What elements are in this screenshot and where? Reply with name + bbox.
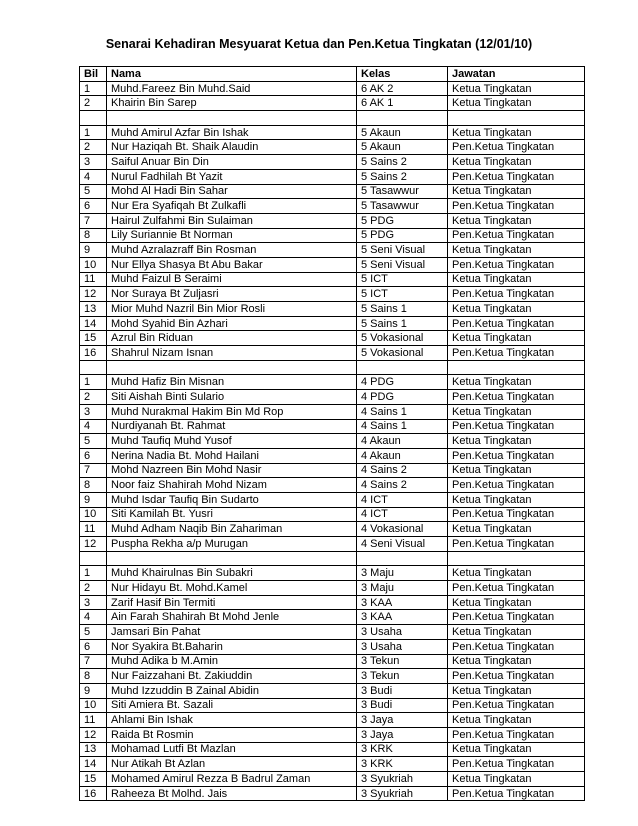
cell-kelas: 5 ICT <box>357 272 448 287</box>
cell-nama: Nur Faizzahani Bt. Zakiuddin <box>107 669 357 684</box>
cell-bil: 9 <box>80 243 107 258</box>
table-row <box>80 669 585 684</box>
empty-cell <box>357 551 448 566</box>
cell-nama: Mohamed Amirul Rezza B Badrul Zaman <box>107 772 357 787</box>
cell-kelas: 3 Budi <box>357 683 448 698</box>
cell-nama: Mohd Syahid Bin Azhari <box>107 316 357 331</box>
table-row <box>80 419 585 434</box>
cell-bil: 2 <box>80 390 107 405</box>
cell-nama: Siti Amiera Bt. Sazali <box>107 698 357 713</box>
cell-bil: 10 <box>80 507 107 522</box>
cell-bil: 11 <box>80 713 107 728</box>
cell-nama: Siti Aishah Binti Sulario <box>107 390 357 405</box>
cell-kelas: 4 Akaun <box>357 434 448 449</box>
cell-nama: Muhd Adika b M.Amin <box>107 654 357 669</box>
cell-bil: 6 <box>80 448 107 463</box>
cell-kelas: 4 Akaun <box>357 448 448 463</box>
table-row <box>80 654 585 669</box>
cell-jawatan: Ketua Tingkatan <box>448 125 585 140</box>
cell-bil: 11 <box>80 522 107 537</box>
table-row <box>80 507 585 522</box>
cell-kelas: 5 Sains 2 <box>357 169 448 184</box>
cell-nama: Nur Ellya Shasya Bt Abu Bakar <box>107 257 357 272</box>
cell-nama: Muhd Isdar Taufiq Bin Sudarto <box>107 492 357 507</box>
cell-jawatan: Pen.Ketua Tingkatan <box>448 316 585 331</box>
cell-nama: Shahrul Nizam Isnan <box>107 346 357 361</box>
cell-nama: Nor Syakira Bt.Baharin <box>107 639 357 654</box>
cell-nama: Muhd Izzuddin B Zainal Abidin <box>107 683 357 698</box>
cell-bil: 9 <box>80 683 107 698</box>
cell-jawatan: Ketua Tingkatan <box>448 96 585 111</box>
table-row <box>80 346 585 361</box>
cell-kelas: 3 Maju <box>357 566 448 581</box>
cell-nama: Raida Bt Rosmin <box>107 727 357 742</box>
empty-cell <box>448 551 585 566</box>
section-spacer-row <box>80 360 585 375</box>
cell-nama: Muhd.Fareez Bin Muhd.Said <box>107 81 357 96</box>
cell-nama: Hairul Zulfahmi Bin Sulaiman <box>107 213 357 228</box>
table-row <box>80 140 585 155</box>
cell-jawatan: Pen.Ketua Tingkatan <box>448 390 585 405</box>
table-row <box>80 463 585 478</box>
cell-kelas: 5 Akaun <box>357 140 448 155</box>
cell-bil: 14 <box>80 316 107 331</box>
table-row <box>80 316 585 331</box>
table-row <box>80 683 585 698</box>
table-row <box>80 287 585 302</box>
table-row <box>80 772 585 787</box>
empty-cell <box>448 111 585 126</box>
table-row <box>80 581 585 596</box>
table-row <box>80 404 585 419</box>
cell-nama: Puspha Rekha a/p Murugan <box>107 537 357 552</box>
cell-kelas: 3 Tekun <box>357 654 448 669</box>
cell-jawatan: Pen.Ketua Tingkatan <box>448 537 585 552</box>
empty-cell <box>80 111 107 126</box>
table-row <box>80 272 585 287</box>
cell-kelas: 3 Syukriah <box>357 786 448 801</box>
cell-kelas: 4 PDG <box>357 375 448 390</box>
cell-jawatan: Ketua Tingkatan <box>448 213 585 228</box>
cell-kelas: 5 Seni Visual <box>357 257 448 272</box>
cell-kelas: 3 Syukriah <box>357 772 448 787</box>
cell-bil: 15 <box>80 772 107 787</box>
section-spacer-row <box>80 551 585 566</box>
table-row <box>80 742 585 757</box>
cell-kelas: 4 Sains 1 <box>357 419 448 434</box>
cell-kelas: 5 Sains 2 <box>357 155 448 170</box>
table-row <box>80 786 585 801</box>
cell-bil: 1 <box>80 566 107 581</box>
cell-jawatan: Pen.Ketua Tingkatan <box>448 140 585 155</box>
cell-kelas: 5 Akaun <box>357 125 448 140</box>
cell-jawatan: Pen.Ketua Tingkatan <box>448 287 585 302</box>
table-header-row <box>80 67 585 82</box>
cell-kelas: 3 Budi <box>357 698 448 713</box>
cell-bil: 4 <box>80 169 107 184</box>
cell-kelas: 4 ICT <box>357 507 448 522</box>
table-row <box>80 96 585 111</box>
cell-jawatan: Ketua Tingkatan <box>448 522 585 537</box>
cell-nama: Jamsari Bin Pahat <box>107 625 357 640</box>
cell-bil: 15 <box>80 331 107 346</box>
cell-jawatan: Pen.Ketua Tingkatan <box>448 199 585 214</box>
cell-jawatan: Pen.Ketua Tingkatan <box>448 757 585 772</box>
cell-kelas: 3 Jaya <box>357 713 448 728</box>
cell-bil: 3 <box>80 155 107 170</box>
table-row <box>80 522 585 537</box>
table-row <box>80 492 585 507</box>
cell-jawatan: Pen.Ketua Tingkatan <box>448 669 585 684</box>
cell-bil: 5 <box>80 184 107 199</box>
table-row <box>80 199 585 214</box>
cell-bil: 2 <box>80 581 107 596</box>
cell-jawatan: Pen.Ketua Tingkatan <box>448 169 585 184</box>
cell-jawatan: Ketua Tingkatan <box>448 772 585 787</box>
table-row <box>80 81 585 96</box>
cell-bil: 6 <box>80 639 107 654</box>
cell-kelas: 3 Usaha <box>357 639 448 654</box>
empty-cell <box>107 551 357 566</box>
cell-jawatan: Pen.Ketua Tingkatan <box>448 581 585 596</box>
table-row <box>80 537 585 552</box>
cell-kelas: 6 AK 2 <box>357 81 448 96</box>
cell-jawatan: Ketua Tingkatan <box>448 463 585 478</box>
table-row <box>80 390 585 405</box>
cell-jawatan: Ketua Tingkatan <box>448 742 585 757</box>
table-row <box>80 331 585 346</box>
cell-kelas: 5 Tasawwur <box>357 184 448 199</box>
cell-nama: Nur Atikah Bt Azlan <box>107 757 357 772</box>
cell-nama: Nurul Fadhilah Bt Yazit <box>107 169 357 184</box>
table-row <box>80 727 585 742</box>
cell-kelas: 5 PDG <box>357 213 448 228</box>
cell-kelas: 4 Sains 2 <box>357 463 448 478</box>
cell-jawatan: Pen.Ketua Tingkatan <box>448 419 585 434</box>
cell-bil: 16 <box>80 346 107 361</box>
cell-jawatan: Pen.Ketua Tingkatan <box>448 257 585 272</box>
cell-jawatan: Ketua Tingkatan <box>448 331 585 346</box>
cell-nama: Muhd Faizul B Seraimi <box>107 272 357 287</box>
empty-cell <box>107 111 357 126</box>
cell-bil: 4 <box>80 419 107 434</box>
cell-bil: 10 <box>80 698 107 713</box>
empty-cell <box>448 360 585 375</box>
cell-nama: Nurdiyanah Bt. Rahmat <box>107 419 357 434</box>
cell-jawatan: Ketua Tingkatan <box>448 434 585 449</box>
table-row <box>80 757 585 772</box>
cell-jawatan: Ketua Tingkatan <box>448 155 585 170</box>
cell-kelas: 5 Sains 1 <box>357 302 448 317</box>
cell-jawatan: Ketua Tingkatan <box>448 243 585 258</box>
cell-kelas: 4 PDG <box>357 390 448 405</box>
attendance-table <box>79 66 585 801</box>
cell-bil: 6 <box>80 199 107 214</box>
cell-kelas: 4 Seni Visual <box>357 537 448 552</box>
cell-nama: Muhd Adham Naqib Bin Zahariman <box>107 522 357 537</box>
cell-kelas: 6 AK 1 <box>357 96 448 111</box>
cell-jawatan: Ketua Tingkatan <box>448 302 585 317</box>
cell-kelas: 3 Tekun <box>357 669 448 684</box>
cell-kelas: 4 Sains 2 <box>357 478 448 493</box>
table-row <box>80 713 585 728</box>
cell-bil: 8 <box>80 669 107 684</box>
cell-jawatan: Ketua Tingkatan <box>448 81 585 96</box>
cell-bil: 3 <box>80 595 107 610</box>
table-row <box>80 625 585 640</box>
cell-jawatan: Ketua Tingkatan <box>448 625 585 640</box>
table-row <box>80 375 585 390</box>
cell-nama: Zarif Hasif Bin Termiti <box>107 595 357 610</box>
cell-nama: Mohamad Lutfi Bt Mazlan <box>107 742 357 757</box>
cell-nama: Saiful Anuar Bin Din <box>107 155 357 170</box>
cell-jawatan: Ketua Tingkatan <box>448 492 585 507</box>
cell-bil: 7 <box>80 654 107 669</box>
cell-bil: 14 <box>80 757 107 772</box>
cell-jawatan: Pen.Ketua Tingkatan <box>448 346 585 361</box>
cell-bil: 1 <box>80 81 107 96</box>
cell-nama: Muhd Azralazraff Bin Rosman <box>107 243 357 258</box>
cell-bil: 13 <box>80 742 107 757</box>
document-title: Senarai Kehadiran Mesyuarat Ketua dan Pen.Ketua Tingkatan (12/01/10) <box>105 37 533 51</box>
cell-jawatan: Pen.Ketua Tingkatan <box>448 639 585 654</box>
cell-kelas: 5 Tasawwur <box>357 199 448 214</box>
table-row <box>80 302 585 317</box>
empty-cell <box>357 360 448 375</box>
cell-bil: 2 <box>80 140 107 155</box>
cell-jawatan: Ketua Tingkatan <box>448 713 585 728</box>
cell-nama: Mohd Nazreen Bin Mohd Nasir <box>107 463 357 478</box>
section-spacer-row <box>80 111 585 126</box>
table-row <box>80 698 585 713</box>
cell-nama: Nur Era Syafiqah Bt Zulkafli <box>107 199 357 214</box>
cell-bil: 10 <box>80 257 107 272</box>
cell-bil: 13 <box>80 302 107 317</box>
table-row <box>80 448 585 463</box>
cell-nama: Muhd Nurakmal Hakim Bin Md Rop <box>107 404 357 419</box>
table-row <box>80 169 585 184</box>
table-row <box>80 610 585 625</box>
header-jawatan: Jawatan <box>448 67 585 82</box>
cell-jawatan: Pen.Ketua Tingkatan <box>448 610 585 625</box>
table-row <box>80 243 585 258</box>
cell-bil: 2 <box>80 96 107 111</box>
cell-nama: Muhd Amirul Azfar Bin Ishak <box>107 125 357 140</box>
cell-bil: 8 <box>80 478 107 493</box>
cell-jawatan: Ketua Tingkatan <box>448 404 585 419</box>
cell-jawatan: Ketua Tingkatan <box>448 654 585 669</box>
cell-kelas: 5 Seni Visual <box>357 243 448 258</box>
cell-kelas: 3 Usaha <box>357 625 448 640</box>
cell-jawatan: Pen.Ketua Tingkatan <box>448 478 585 493</box>
cell-nama: Raheeza Bt Molhd. Jais <box>107 786 357 801</box>
cell-kelas: 3 KAA <box>357 595 448 610</box>
cell-jawatan: Pen.Ketua Tingkatan <box>448 698 585 713</box>
table-row <box>80 566 585 581</box>
cell-kelas: 4 Vokasional <box>357 522 448 537</box>
cell-bil: 12 <box>80 287 107 302</box>
empty-cell <box>80 551 107 566</box>
table-row <box>80 155 585 170</box>
cell-jawatan: Ketua Tingkatan <box>448 595 585 610</box>
cell-jawatan: Ketua Tingkatan <box>448 272 585 287</box>
cell-kelas: 5 Vokasional <box>357 346 448 361</box>
cell-nama: Azrul Bin Riduan <box>107 331 357 346</box>
cell-bil: 1 <box>80 375 107 390</box>
cell-jawatan: Pen.Ketua Tingkatan <box>448 448 585 463</box>
cell-kelas: 5 Sains 1 <box>357 316 448 331</box>
cell-bil: 16 <box>80 786 107 801</box>
cell-bil: 3 <box>80 404 107 419</box>
cell-bil: 7 <box>80 213 107 228</box>
cell-bil: 7 <box>80 463 107 478</box>
empty-cell <box>357 111 448 126</box>
cell-kelas: 5 ICT <box>357 287 448 302</box>
cell-nama: Muhd Khairulnas Bin Subakri <box>107 566 357 581</box>
header-kelas: Kelas <box>357 67 448 82</box>
table-row <box>80 639 585 654</box>
cell-nama: Nor Suraya Bt Zuljasri <box>107 287 357 302</box>
empty-cell <box>80 360 107 375</box>
cell-nama: Muhd Hafiz Bin Misnan <box>107 375 357 390</box>
cell-bil: 12 <box>80 537 107 552</box>
cell-kelas: 3 KRK <box>357 757 448 772</box>
table-row <box>80 213 585 228</box>
empty-cell <box>107 360 357 375</box>
table-row <box>80 595 585 610</box>
table-row <box>80 125 585 140</box>
cell-kelas: 3 KRK <box>357 742 448 757</box>
cell-kelas: 5 Vokasional <box>357 331 448 346</box>
header-bil: Bil <box>80 67 107 82</box>
cell-nama: Noor faiz Shahirah Mohd Nizam <box>107 478 357 493</box>
cell-jawatan: Pen.Ketua Tingkatan <box>448 507 585 522</box>
cell-bil: 4 <box>80 610 107 625</box>
cell-kelas: 5 PDG <box>357 228 448 243</box>
table-row <box>80 434 585 449</box>
table-row <box>80 257 585 272</box>
cell-bil: 12 <box>80 727 107 742</box>
cell-nama: Nur Haziqah Bt. Shaik Alaudin <box>107 140 357 155</box>
cell-nama: Nerina Nadia Bt. Mohd Hailani <box>107 448 357 463</box>
cell-bil: 5 <box>80 434 107 449</box>
cell-jawatan: Pen.Ketua Tingkatan <box>448 228 585 243</box>
cell-kelas: 3 KAA <box>357 610 448 625</box>
cell-jawatan: Pen.Ketua Tingkatan <box>448 727 585 742</box>
cell-bil: 5 <box>80 625 107 640</box>
cell-kelas: 4 Sains 1 <box>357 404 448 419</box>
cell-nama: Nur Hidayu Bt. Mohd.Kamel <box>107 581 357 596</box>
cell-nama: Muhd Taufiq Muhd Yusof <box>107 434 357 449</box>
table-row <box>80 228 585 243</box>
cell-nama: Khairin Bin Sarep <box>107 96 357 111</box>
cell-bil: 1 <box>80 125 107 140</box>
cell-jawatan: Pen.Ketua Tingkatan <box>448 786 585 801</box>
cell-jawatan: Ketua Tingkatan <box>448 184 585 199</box>
cell-nama: Mior Muhd Nazril Bin Mior Rosli <box>107 302 357 317</box>
cell-jawatan: Ketua Tingkatan <box>448 683 585 698</box>
cell-bil: 9 <box>80 492 107 507</box>
cell-jawatan: Ketua Tingkatan <box>448 566 585 581</box>
cell-nama: Siti Kamilah Bt. Yusri <box>107 507 357 522</box>
cell-kelas: 3 Maju <box>357 581 448 596</box>
header-nama: Nama <box>107 67 357 82</box>
table-row <box>80 478 585 493</box>
cell-kelas: 3 Jaya <box>357 727 448 742</box>
cell-jawatan: Ketua Tingkatan <box>448 375 585 390</box>
cell-bil: 8 <box>80 228 107 243</box>
cell-bil: 11 <box>80 272 107 287</box>
cell-kelas: 4 ICT <box>357 492 448 507</box>
table-body <box>80 81 585 801</box>
cell-nama: Ahlami Bin Ishak <box>107 713 357 728</box>
cell-nama: Ain Farah Shahirah Bt Mohd Jenle <box>107 610 357 625</box>
table-row <box>80 184 585 199</box>
cell-nama: Mohd Al Hadi Bin Sahar <box>107 184 357 199</box>
cell-nama: Lily Suriannie Bt Norman <box>107 228 357 243</box>
